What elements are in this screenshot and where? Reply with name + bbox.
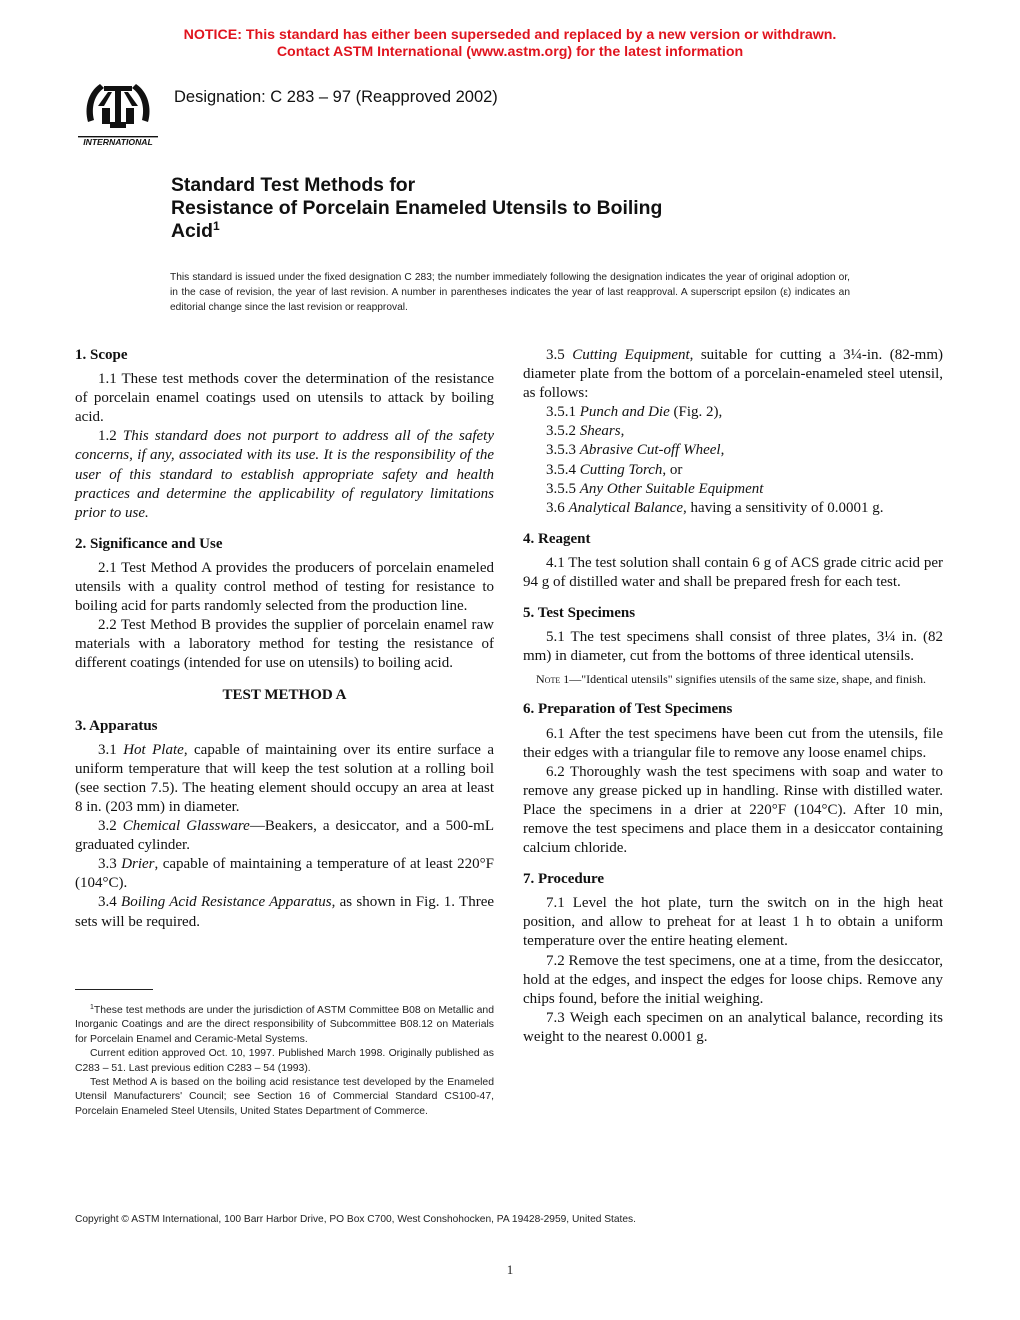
paragraph-3-5-4-number: 3.5.4: [546, 461, 580, 478]
astm-logo-icon: [74, 78, 162, 148]
notice-line-2: Contact ASTM International (www.astm.org) for the latest information: [276, 44, 744, 60]
title-line-3: [171, 220, 871, 243]
footnote-1-text: These test methods are under the jurisdiction of ASTM Committee B08 on Metallic and Inorganic Coatings and are the direct responsibility of Subcommittee B08.12 on Materials for Porcelain Enamel and Ceramic-Metal Systems.: [75, 1005, 494, 1045]
copyright-line: Copyright © ASTM International, 100 Barr Harbor Drive, PO Box C700, West Conshohocken, PA 19428-2959, United States.: [75, 1214, 636, 1225]
paragraph-3-2-number: 3.2: [98, 818, 123, 835]
paragraph-3-1-term: Hot Plate: [123, 741, 184, 758]
paragraph-7-2: 7.2 Remove the test specimens, one at a time, from the desiccator, hold at the edges, and inspect the edges for loose chips. Remove any chips found, before the initial weighing.: [523, 952, 943, 1007]
section-heading-apparatus: 3. Apparatus: [75, 717, 158, 734]
footnotes: [75, 1004, 494, 1119]
paragraph-1-2: [75, 427, 494, 522]
paragraph-3-5-3-text: ,: [720, 442, 725, 459]
paragraph-3-4-number: 3.4: [98, 894, 122, 911]
section-heading-scope: 1. Scope: [75, 347, 128, 363]
paragraph-3-4: [75, 893, 494, 931]
note-1-text: —"Identical utensils" signifies utensils of the same size, shape, and finish.: [569, 672, 926, 687]
section-heading-preparation: 6. Preparation of Test Specimens: [523, 701, 733, 718]
paragraph-3-5-term: Cutting Equipment: [572, 347, 690, 363]
paragraph-3-5-1-number: 3.5.1: [546, 404, 580, 421]
paragraph-3-4-text: , as shown in Fig. 1. Three sets will be required.: [75, 894, 495, 930]
paragraph-1-2-text: This standard does not purport to address all of the safety concerns, if any, associated with its use. It is the responsibility of the user of this standard to establish appropriate safety and health practices and determine the applicability of regulatory limitations prior to use.: [75, 428, 495, 521]
section-heading-specimens: 5. Test Specimens: [523, 605, 636, 622]
right-column: [523, 346, 943, 1047]
section-heading-significance: 2. Significance and Use: [75, 535, 223, 552]
paragraph-3-5: [523, 346, 943, 403]
title-line-2: Resistance of Porcelain Enameled Utensils to Boiling: [171, 197, 663, 219]
paragraph-3-6: [523, 499, 943, 518]
paragraph-3-5-4: [523, 461, 943, 480]
notice-line-1: NOTICE: This standard has either been superseded and replaced by a new version or withdrawn.: [183, 27, 837, 43]
paragraph-3-5-3-term: Abrasive Cut-off Wheel: [579, 442, 721, 459]
paragraph-3-5-1-term: Punch and Die: [579, 404, 670, 421]
paragraph-3-3-term: Drier: [121, 856, 155, 873]
footnote-1: [75, 1004, 494, 1047]
paragraph-3-4-term: Boiling Acid Resistance Apparatus: [121, 894, 332, 911]
paragraph-3-2-text: —Beakers, a desiccator, and a 500-mL graduated cylinder.: [75, 818, 495, 854]
paragraph-3-2: [75, 817, 494, 855]
paragraph-3-5-number: 3.5: [546, 347, 573, 363]
paragraph-3-5-5: [523, 480, 943, 499]
paragraph-3-1: [75, 741, 494, 817]
paragraph-3-3: [75, 855, 494, 893]
paragraph-5-1: 5.1 The test specimens shall consist of three plates, 3¼ in. (82 mm) in diameter, cut from the bottoms of three identical utensils.: [523, 629, 943, 665]
footnote-1-ref: 1: [90, 1004, 94, 1011]
paragraph-6-1: 6.1 After the test specimens have been cut from the utensils, file their edges with a triangular file to remove any loose enamel chips.: [523, 725, 943, 761]
paragraph-3-6-text: , having a sensitivity of 0.0001 g.: [683, 499, 884, 516]
paragraph-3-5-5-number: 3.5.5: [546, 480, 580, 497]
logo-wordmark: INTERNATIONAL: [83, 137, 153, 147]
left-column: [75, 346, 494, 932]
paragraph-1-1: 1.1 These test methods cover the determination of the resistance of porcelain enamel coatings used on utensils to attack by boiling acid.: [75, 371, 494, 426]
title-footnote-ref: 1: [213, 219, 220, 233]
footnote-rule: [75, 989, 153, 990]
title-line-3-text: Acid: [171, 220, 214, 242]
paragraph-3-5-4-term: Cutting Torch: [579, 461, 663, 478]
note-1-label: Note 1: [536, 672, 570, 687]
standard-preamble: This standard is issued under the fixed designation C 283; the number immediately following the designation indicates the year of original adoption or, in the case of revision, the year of last revision. A number in parentheses indicates the year of last reapproval. A superscript epsilon (ε) indicates an editorial change since the last revision or reapproval.: [170, 272, 850, 313]
paragraph-3-6-number: 3.6: [546, 499, 569, 516]
paragraph-4-1: 4.1 The test solution shall contain 6 g of ACS grade citric acid per 94 g of distilled water and shall be prepared fresh for each test.: [523, 554, 943, 591]
section-heading-reagent: 4. Reagent: [523, 530, 591, 547]
paragraph-1-2-number: 1.2: [98, 428, 123, 445]
paragraph-3-5-3-number: 3.5.3: [546, 442, 580, 459]
paragraph-3-2-term: Chemical Glassware: [122, 818, 250, 835]
note-1: [523, 671, 943, 688]
paragraph-3-5-2-term: Shears: [579, 423, 621, 440]
paragraph-7-1: 7.1 Level the hot plate, turn the switch on in the high heat position, and allow to preheat for at least 1 h to obtain a uniform temperature over the entire heating element.: [523, 895, 943, 950]
paragraph-3-5-2-text: ,: [620, 423, 625, 440]
paragraph-3-5-5-term: Any Other Suitable Equipment: [579, 480, 764, 497]
title-line-1: Standard Test Methods for: [171, 174, 416, 196]
paragraph-6-2: 6.2 Thoroughly wash the test specimens with soap and water to remove any grease picked up in handling. Rinse with distilled water. Place the specimens in a drier at 220°F (104°C). After 10 min, remove the test specimens and place them in a desiccator containing calcium chloride.: [523, 763, 943, 857]
test-method-a-heading: TEST METHOD A: [222, 686, 347, 703]
paragraph-3-5-text: , suitable for cutting a 3¼-in. (82-mm) diameter plate from the bottom of a porcelain-enameled steel utensil, as follows:: [523, 347, 944, 402]
paragraph-3-3-number: 3.3: [98, 856, 122, 873]
paragraph-3-5-3: [523, 441, 943, 460]
paragraph-3-5-2-number: 3.5.2: [546, 423, 580, 440]
paragraph-3-5-1: [523, 403, 943, 422]
footnote-2: Current edition approved Oct. 10, 1997. Published March 1998. Originally published as C283 – 51. Last previous edition C283 – 54 (1993).: [75, 1048, 494, 1074]
paragraph-7-3: 7.3 Weigh each specimen on an analytical balance, recording its weight to the nearest 0.0001 g.: [523, 1009, 943, 1045]
paragraph-3-3-text: , capable of maintaining a temperature of at least 220°F (104°C).: [75, 856, 494, 892]
footnote-3: Test Method A is based on the boiling acid resistance test developed by the Enameled Utensil Manufacturers' Council; see Section 16 of Commercial Standard CS100-47, Porcelain Enameled Steel Utensils, United States Department of Commerce.: [75, 1077, 494, 1117]
paragraph-3-1-text: , capable of maintaining over its entire surface a uniform temperature that will keep the test solution at a rolling boil (see section 7.5). The heating element should occupy an area at least 8 in. (203 mm) in diameter.: [75, 741, 495, 815]
paragraph-3-1-number: 3.1: [98, 741, 124, 758]
designation: Designation: C 283 – 97 (Reapproved 2002): [174, 88, 498, 106]
document-title: [171, 174, 871, 243]
paragraph-3-5-2: [523, 422, 943, 441]
paragraph-3-5-1-text: (Fig. 2),: [669, 404, 723, 421]
paragraph-3-5-4-text: , or: [662, 461, 683, 478]
supersession-notice: [0, 27, 1020, 61]
paragraph-3-6-term: Analytical Balance: [568, 499, 684, 516]
page-number: 1: [506, 1262, 514, 1277]
section-heading-procedure: 7. Procedure: [523, 871, 605, 888]
paragraph-2-2: 2.2 Test Method B provides the supplier of porcelain enamel raw materials with a laboratory method for testing the resistance of different coatings (intended for use on utensils) to boiling acid.: [75, 617, 494, 672]
paragraph-2-1: 2.1 Test Method A provides the producers of porcelain enameled utensils with a quality control method of testing for resistance to boiling acid for parts randomly selected from the production line.: [75, 559, 494, 615]
